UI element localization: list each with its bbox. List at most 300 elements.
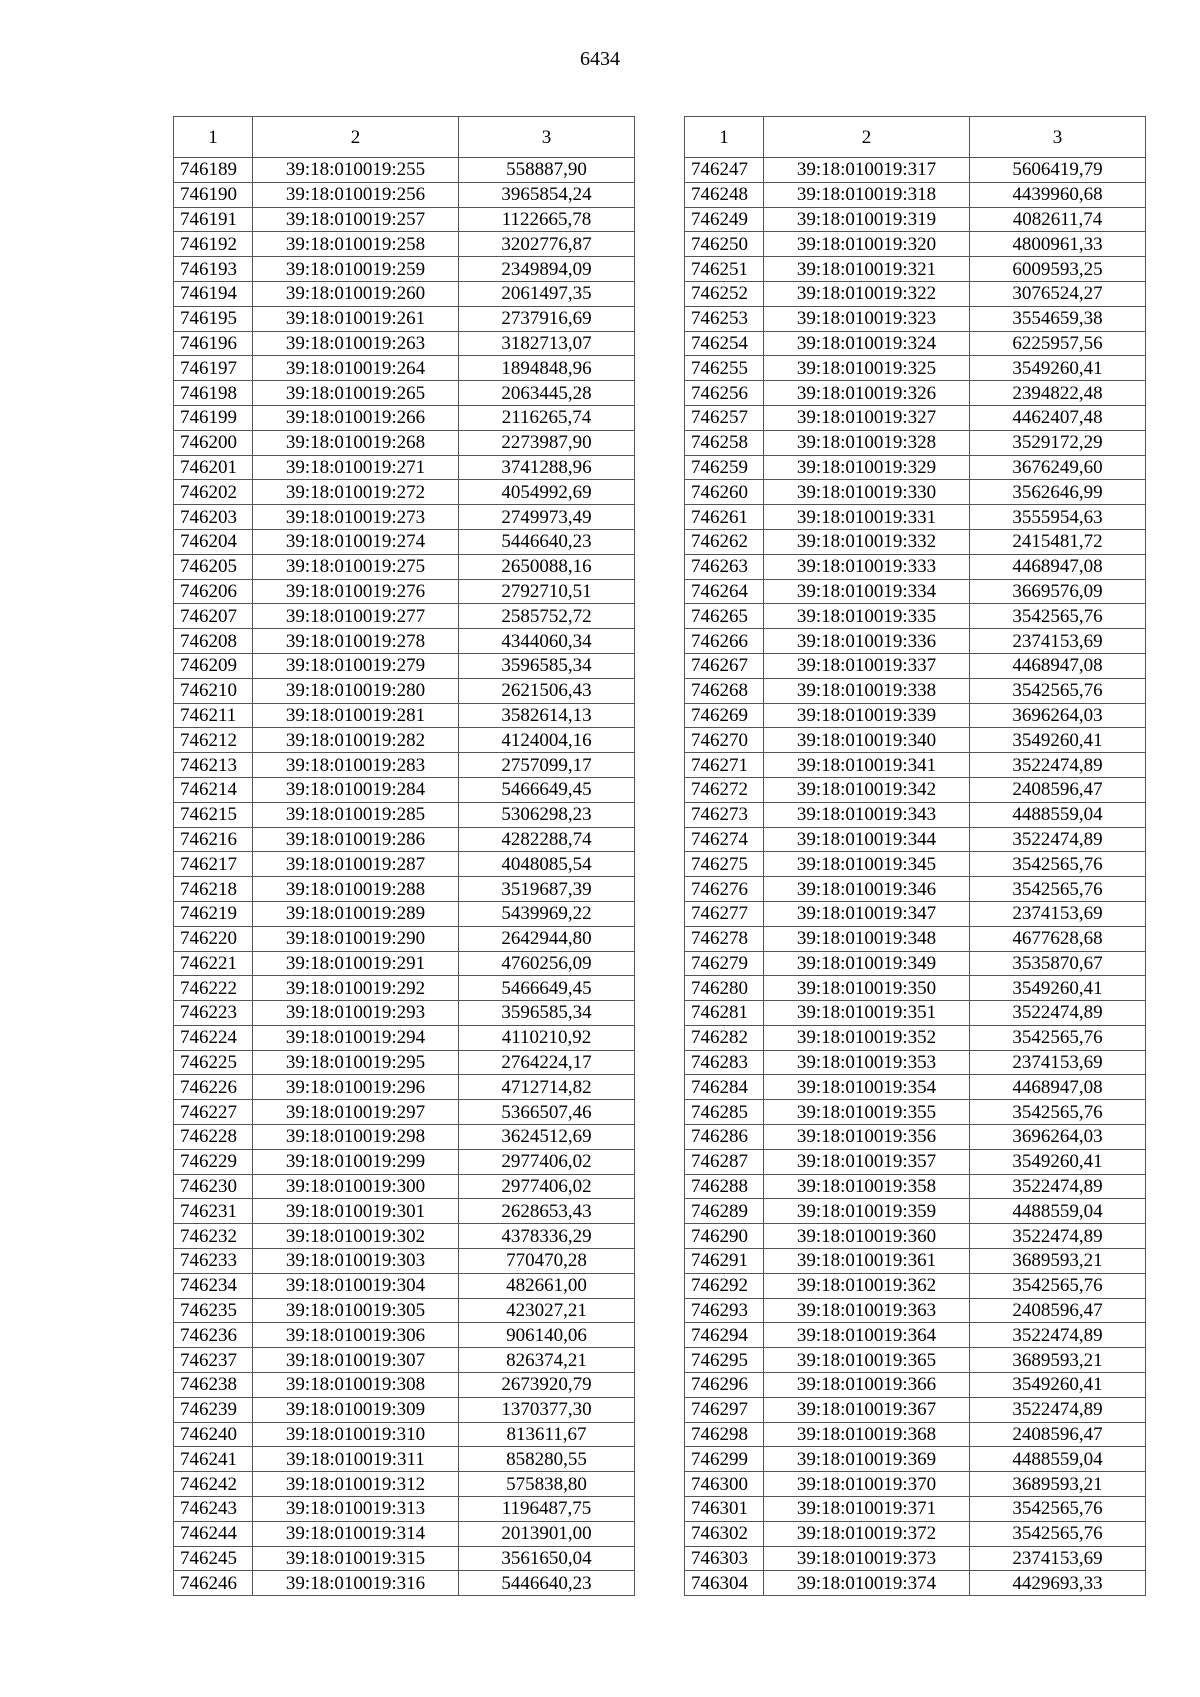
cadastral-number-cell: 39:18:010019:257 bbox=[253, 207, 459, 232]
value-cell: 2374153,69 bbox=[970, 629, 1146, 654]
table-row bbox=[174, 753, 635, 778]
value-cell: 3562646,99 bbox=[970, 480, 1146, 505]
value-cell: 3542565,76 bbox=[970, 1025, 1146, 1050]
cadastral-number-cell: 39:18:010019:255 bbox=[253, 158, 459, 183]
cadastral-number-cell: 39:18:010019:263 bbox=[253, 331, 459, 356]
cadastral-number-cell: 39:18:010019:354 bbox=[764, 1075, 970, 1100]
value-cell: 2394822,48 bbox=[970, 381, 1146, 406]
value-cell: 575838,80 bbox=[459, 1472, 635, 1497]
value-cell: 3549260,41 bbox=[970, 1149, 1146, 1174]
table-row bbox=[685, 505, 1146, 530]
table-row bbox=[174, 579, 635, 604]
value-cell: 5366507,46 bbox=[459, 1100, 635, 1125]
value-cell: 3522474,89 bbox=[970, 1001, 1146, 1026]
row-number-cell: 746199 bbox=[174, 405, 253, 430]
row-number-cell: 746223 bbox=[174, 1001, 253, 1026]
cadastral-number-cell: 39:18:010019:292 bbox=[253, 976, 459, 1001]
row-number-cell: 746278 bbox=[685, 926, 764, 951]
cadastral-number-cell: 39:18:010019:272 bbox=[253, 480, 459, 505]
cadastral-number-cell: 39:18:010019:347 bbox=[764, 901, 970, 926]
row-number-cell: 746302 bbox=[685, 1521, 764, 1546]
cadastral-number-cell: 39:18:010019:283 bbox=[253, 753, 459, 778]
row-number-cell: 746301 bbox=[685, 1497, 764, 1522]
row-number-cell: 746231 bbox=[174, 1199, 253, 1224]
row-number-cell: 746230 bbox=[174, 1174, 253, 1199]
value-cell: 3529172,29 bbox=[970, 430, 1146, 455]
cadastral-number-cell: 39:18:010019:296 bbox=[253, 1075, 459, 1100]
table-row bbox=[174, 455, 635, 480]
cadastral-number-cell: 39:18:010019:327 bbox=[764, 405, 970, 430]
cadastral-number-cell: 39:18:010019:281 bbox=[253, 703, 459, 728]
value-cell: 3542565,76 bbox=[970, 1497, 1146, 1522]
cadastral-number-cell: 39:18:010019:287 bbox=[253, 852, 459, 877]
row-number-cell: 746212 bbox=[174, 728, 253, 753]
cadastral-number-cell: 39:18:010019:284 bbox=[253, 777, 459, 802]
table-row bbox=[174, 1323, 635, 1348]
cadastral-number-cell: 39:18:010019:297 bbox=[253, 1100, 459, 1125]
value-cell: 1122665,78 bbox=[459, 207, 635, 232]
value-cell: 2749973,49 bbox=[459, 505, 635, 530]
table-row bbox=[174, 306, 635, 331]
value-cell: 4429693,33 bbox=[970, 1571, 1146, 1596]
cadastral-number-cell: 39:18:010019:278 bbox=[253, 629, 459, 654]
table-row bbox=[174, 505, 635, 530]
table-row bbox=[174, 802, 635, 827]
cadastral-number-cell: 39:18:010019:371 bbox=[764, 1497, 970, 1522]
value-cell: 5606419,79 bbox=[970, 158, 1146, 183]
table-row bbox=[174, 901, 635, 926]
value-cell: 3522474,89 bbox=[970, 827, 1146, 852]
row-number-cell: 746296 bbox=[685, 1373, 764, 1398]
value-cell: 2408596,47 bbox=[970, 777, 1146, 802]
table-row bbox=[174, 158, 635, 183]
row-number-cell: 746208 bbox=[174, 629, 253, 654]
row-number-cell: 746192 bbox=[174, 232, 253, 257]
cadastral-number-cell: 39:18:010019:258 bbox=[253, 232, 459, 257]
table-row bbox=[174, 976, 635, 1001]
value-cell: 826374,21 bbox=[459, 1348, 635, 1373]
cadastral-number-cell: 39:18:010019:315 bbox=[253, 1546, 459, 1571]
value-cell: 3624512,69 bbox=[459, 1125, 635, 1150]
cadastral-number-cell: 39:18:010019:305 bbox=[253, 1298, 459, 1323]
value-cell: 2061497,35 bbox=[459, 281, 635, 306]
value-cell: 2792710,51 bbox=[459, 579, 635, 604]
cadastral-number-cell: 39:18:010019:279 bbox=[253, 653, 459, 678]
value-cell: 4488559,04 bbox=[970, 1199, 1146, 1224]
row-number-cell: 746250 bbox=[685, 232, 764, 257]
cadastral-number-cell: 39:18:010019:306 bbox=[253, 1323, 459, 1348]
value-cell: 2116265,74 bbox=[459, 405, 635, 430]
row-number-cell: 746224 bbox=[174, 1025, 253, 1050]
row-number-cell: 746276 bbox=[685, 877, 764, 902]
table-row bbox=[685, 455, 1146, 480]
table-row bbox=[685, 405, 1146, 430]
table-row bbox=[174, 951, 635, 976]
table-row bbox=[685, 827, 1146, 852]
row-number-cell: 746300 bbox=[685, 1472, 764, 1497]
cadastral-number-cell: 39:18:010019:348 bbox=[764, 926, 970, 951]
cadastral-number-cell: 39:18:010019:261 bbox=[253, 306, 459, 331]
row-number-cell: 746214 bbox=[174, 777, 253, 802]
cadastral-number-cell: 39:18:010019:353 bbox=[764, 1050, 970, 1075]
value-cell: 4282288,74 bbox=[459, 827, 635, 852]
value-cell: 3519687,39 bbox=[459, 877, 635, 902]
cadastral-number-cell: 39:18:010019:302 bbox=[253, 1224, 459, 1249]
page-number: 6434 bbox=[580, 48, 620, 70]
value-cell: 1894848,96 bbox=[459, 356, 635, 381]
value-cell: 3554659,38 bbox=[970, 306, 1146, 331]
row-number-cell: 746294 bbox=[685, 1323, 764, 1348]
table-row bbox=[174, 1174, 635, 1199]
table-row bbox=[685, 1521, 1146, 1546]
value-cell: 2977406,02 bbox=[459, 1149, 635, 1174]
row-number-cell: 746284 bbox=[685, 1075, 764, 1100]
cadastral-number-cell: 39:18:010019:343 bbox=[764, 802, 970, 827]
row-number-cell: 746203 bbox=[174, 505, 253, 530]
value-cell: 4468947,08 bbox=[970, 653, 1146, 678]
cadastral-number-cell: 39:18:010019:346 bbox=[764, 877, 970, 902]
cadastral-number-cell: 39:18:010019:289 bbox=[253, 901, 459, 926]
cadastral-number-cell: 39:18:010019:333 bbox=[764, 554, 970, 579]
table-row bbox=[685, 728, 1146, 753]
cadastral-number-cell: 39:18:010019:329 bbox=[764, 455, 970, 480]
table-row bbox=[685, 554, 1146, 579]
value-cell: 3582614,13 bbox=[459, 703, 635, 728]
cadastral-number-cell: 39:18:010019:352 bbox=[764, 1025, 970, 1050]
row-number-cell: 746190 bbox=[174, 182, 253, 207]
table-row bbox=[685, 158, 1146, 183]
row-number-cell: 746295 bbox=[685, 1348, 764, 1373]
row-number-cell: 746299 bbox=[685, 1447, 764, 1472]
row-number-cell: 746191 bbox=[174, 207, 253, 232]
cadastral-number-cell: 39:18:010019:370 bbox=[764, 1472, 970, 1497]
row-number-cell: 746227 bbox=[174, 1100, 253, 1125]
cadastral-number-cell: 39:18:010019:345 bbox=[764, 852, 970, 877]
value-cell: 3535870,67 bbox=[970, 951, 1146, 976]
cadastral-number-cell: 39:18:010019:307 bbox=[253, 1348, 459, 1373]
row-number-cell: 746280 bbox=[685, 976, 764, 1001]
cadastral-number-cell: 39:18:010019:298 bbox=[253, 1125, 459, 1150]
value-cell: 1370377,30 bbox=[459, 1397, 635, 1422]
value-cell: 2374153,69 bbox=[970, 1546, 1146, 1571]
table-row bbox=[174, 629, 635, 654]
cadastral-number-cell: 39:18:010019:316 bbox=[253, 1571, 459, 1596]
table-row bbox=[174, 554, 635, 579]
cadastral-number-cell: 39:18:010019:256 bbox=[253, 182, 459, 207]
value-cell: 3522474,89 bbox=[970, 1323, 1146, 1348]
value-cell: 4124004,16 bbox=[459, 728, 635, 753]
cadastral-number-cell: 39:18:010019:355 bbox=[764, 1100, 970, 1125]
cadastral-number-cell: 39:18:010019:309 bbox=[253, 1397, 459, 1422]
value-cell: 3549260,41 bbox=[970, 976, 1146, 1001]
cadastral-number-cell: 39:18:010019:294 bbox=[253, 1025, 459, 1050]
table-row bbox=[685, 1174, 1146, 1199]
table-row bbox=[174, 257, 635, 282]
value-cell: 1196487,75 bbox=[459, 1497, 635, 1522]
table-row bbox=[174, 381, 635, 406]
cadastral-number-cell: 39:18:010019:301 bbox=[253, 1199, 459, 1224]
row-number-cell: 746268 bbox=[685, 678, 764, 703]
row-number-cell: 746211 bbox=[174, 703, 253, 728]
value-cell: 2408596,47 bbox=[970, 1298, 1146, 1323]
table-row bbox=[174, 1447, 635, 1472]
value-cell: 4344060,34 bbox=[459, 629, 635, 654]
table-row bbox=[685, 951, 1146, 976]
row-number-cell: 746261 bbox=[685, 505, 764, 530]
table-body bbox=[685, 158, 1146, 1596]
row-number-cell: 746196 bbox=[174, 331, 253, 356]
table-row bbox=[685, 802, 1146, 827]
register-table-left bbox=[173, 116, 635, 1596]
column-header-3: 3 bbox=[459, 117, 635, 158]
cadastral-number-cell: 39:18:010019:334 bbox=[764, 579, 970, 604]
row-number-cell: 746205 bbox=[174, 554, 253, 579]
table-row bbox=[685, 1075, 1146, 1100]
column-header-2: 2 bbox=[764, 117, 970, 158]
value-cell: 4760256,09 bbox=[459, 951, 635, 976]
row-number-cell: 746262 bbox=[685, 529, 764, 554]
column-header-3: 3 bbox=[970, 117, 1146, 158]
cadastral-number-cell: 39:18:010019:268 bbox=[253, 430, 459, 455]
row-number-cell: 746293 bbox=[685, 1298, 764, 1323]
value-cell: 6009593,25 bbox=[970, 257, 1146, 282]
value-cell: 4488559,04 bbox=[970, 1447, 1146, 1472]
table-row bbox=[685, 604, 1146, 629]
value-cell: 3676249,60 bbox=[970, 455, 1146, 480]
table-row bbox=[174, 877, 635, 902]
table-row bbox=[174, 405, 635, 430]
row-number-cell: 746277 bbox=[685, 901, 764, 926]
table-row bbox=[174, 1422, 635, 1447]
cadastral-number-cell: 39:18:010019:372 bbox=[764, 1521, 970, 1546]
row-number-cell: 746286 bbox=[685, 1125, 764, 1150]
column-header-1: 1 bbox=[685, 117, 764, 158]
cadastral-number-cell: 39:18:010019:349 bbox=[764, 951, 970, 976]
cadastral-number-cell: 39:18:010019:295 bbox=[253, 1050, 459, 1075]
table-row bbox=[685, 182, 1146, 207]
cadastral-number-cell: 39:18:010019:338 bbox=[764, 678, 970, 703]
table-row bbox=[685, 877, 1146, 902]
cadastral-number-cell: 39:18:010019:303 bbox=[253, 1249, 459, 1274]
row-number-cell: 746204 bbox=[174, 529, 253, 554]
cadastral-number-cell: 39:18:010019:368 bbox=[764, 1422, 970, 1447]
row-number-cell: 746215 bbox=[174, 802, 253, 827]
value-cell: 5306298,23 bbox=[459, 802, 635, 827]
cadastral-number-cell: 39:18:010019:271 bbox=[253, 455, 459, 480]
cadastral-number-cell: 39:18:010019:300 bbox=[253, 1174, 459, 1199]
row-number-cell: 746207 bbox=[174, 604, 253, 629]
value-cell: 2013901,00 bbox=[459, 1521, 635, 1546]
table-row bbox=[685, 430, 1146, 455]
cadastral-number-cell: 39:18:010019:259 bbox=[253, 257, 459, 282]
cadastral-number-cell: 39:18:010019:367 bbox=[764, 1397, 970, 1422]
cadastral-number-cell: 39:18:010019:337 bbox=[764, 653, 970, 678]
table-row bbox=[685, 852, 1146, 877]
value-cell: 2374153,69 bbox=[970, 1050, 1146, 1075]
row-number-cell: 746255 bbox=[685, 356, 764, 381]
table-row bbox=[685, 331, 1146, 356]
table-row bbox=[174, 1001, 635, 1026]
value-cell: 2415481,72 bbox=[970, 529, 1146, 554]
row-number-cell: 746281 bbox=[685, 1001, 764, 1026]
row-number-cell: 746264 bbox=[685, 579, 764, 604]
row-number-cell: 746189 bbox=[174, 158, 253, 183]
value-cell: 3202776,87 bbox=[459, 232, 635, 257]
row-number-cell: 746257 bbox=[685, 405, 764, 430]
table-row bbox=[685, 1571, 1146, 1596]
table-row bbox=[174, 232, 635, 257]
value-cell: 3542565,76 bbox=[970, 1273, 1146, 1298]
row-number-cell: 746242 bbox=[174, 1472, 253, 1497]
cadastral-number-cell: 39:18:010019:318 bbox=[764, 182, 970, 207]
row-number-cell: 746226 bbox=[174, 1075, 253, 1100]
cadastral-number-cell: 39:18:010019:280 bbox=[253, 678, 459, 703]
table-row bbox=[174, 1571, 635, 1596]
row-number-cell: 746202 bbox=[174, 480, 253, 505]
value-cell: 423027,21 bbox=[459, 1298, 635, 1323]
row-number-cell: 746210 bbox=[174, 678, 253, 703]
cadastral-number-cell: 39:18:010019:360 bbox=[764, 1224, 970, 1249]
row-number-cell: 746248 bbox=[685, 182, 764, 207]
value-cell: 3561650,04 bbox=[459, 1546, 635, 1571]
row-number-cell: 746269 bbox=[685, 703, 764, 728]
cadastral-number-cell: 39:18:010019:364 bbox=[764, 1323, 970, 1348]
table-row bbox=[685, 1397, 1146, 1422]
value-cell: 2408596,47 bbox=[970, 1422, 1146, 1447]
value-cell: 4800961,33 bbox=[970, 232, 1146, 257]
cadastral-number-cell: 39:18:010019:366 bbox=[764, 1373, 970, 1398]
table-row bbox=[685, 901, 1146, 926]
table-row bbox=[685, 1497, 1146, 1522]
table-row bbox=[174, 480, 635, 505]
table-row bbox=[685, 1298, 1146, 1323]
cadastral-number-cell: 39:18:010019:276 bbox=[253, 579, 459, 604]
row-number-cell: 746217 bbox=[174, 852, 253, 877]
value-cell: 5466649,45 bbox=[459, 976, 635, 1001]
table-row bbox=[174, 1224, 635, 1249]
value-cell: 4712714,82 bbox=[459, 1075, 635, 1100]
table-row bbox=[174, 703, 635, 728]
row-number-cell: 746279 bbox=[685, 951, 764, 976]
table-row bbox=[685, 1373, 1146, 1398]
table-row bbox=[685, 703, 1146, 728]
table-row bbox=[685, 653, 1146, 678]
cadastral-number-cell: 39:18:010019:369 bbox=[764, 1447, 970, 1472]
cadastral-number-cell: 39:18:010019:286 bbox=[253, 827, 459, 852]
value-cell: 858280,55 bbox=[459, 1447, 635, 1472]
cadastral-number-cell: 39:18:010019:325 bbox=[764, 356, 970, 381]
row-number-cell: 746194 bbox=[174, 281, 253, 306]
table-row bbox=[685, 1273, 1146, 1298]
table-row bbox=[685, 1100, 1146, 1125]
cadastral-number-cell: 39:18:010019:357 bbox=[764, 1149, 970, 1174]
row-number-cell: 746219 bbox=[174, 901, 253, 926]
row-number-cell: 746206 bbox=[174, 579, 253, 604]
table-row bbox=[174, 207, 635, 232]
cadastral-number-cell: 39:18:010019:265 bbox=[253, 381, 459, 406]
value-cell: 2757099,17 bbox=[459, 753, 635, 778]
table-row bbox=[685, 1323, 1146, 1348]
table-row bbox=[174, 430, 635, 455]
row-number-cell: 746298 bbox=[685, 1422, 764, 1447]
row-number-cell: 746228 bbox=[174, 1125, 253, 1150]
table-row bbox=[685, 356, 1146, 381]
value-cell: 6225957,56 bbox=[970, 331, 1146, 356]
table-row bbox=[685, 281, 1146, 306]
value-cell: 2737916,69 bbox=[459, 306, 635, 331]
table-row bbox=[685, 1546, 1146, 1571]
row-number-cell: 746209 bbox=[174, 653, 253, 678]
table-row bbox=[174, 1125, 635, 1150]
value-cell: 3076524,27 bbox=[970, 281, 1146, 306]
table-row bbox=[174, 1373, 635, 1398]
column-header-1: 1 bbox=[174, 117, 253, 158]
cadastral-number-cell: 39:18:010019:336 bbox=[764, 629, 970, 654]
cadastral-number-cell: 39:18:010019:323 bbox=[764, 306, 970, 331]
table-row bbox=[174, 653, 635, 678]
value-cell: 5466649,45 bbox=[459, 777, 635, 802]
value-cell: 4462407,48 bbox=[970, 405, 1146, 430]
cadastral-number-cell: 39:18:010019:273 bbox=[253, 505, 459, 530]
table-row bbox=[174, 852, 635, 877]
table-row bbox=[685, 1422, 1146, 1447]
value-cell: 3669576,09 bbox=[970, 579, 1146, 604]
table-row bbox=[685, 976, 1146, 1001]
cadastral-number-cell: 39:18:010019:312 bbox=[253, 1472, 459, 1497]
table-row bbox=[685, 207, 1146, 232]
table-header-row bbox=[174, 117, 635, 158]
value-cell: 4110210,92 bbox=[459, 1025, 635, 1050]
value-cell: 3689593,21 bbox=[970, 1249, 1146, 1274]
value-cell: 3596585,34 bbox=[459, 653, 635, 678]
table-row bbox=[174, 281, 635, 306]
table-row bbox=[685, 1199, 1146, 1224]
cadastral-number-cell: 39:18:010019:314 bbox=[253, 1521, 459, 1546]
table-row bbox=[685, 381, 1146, 406]
table-row bbox=[685, 678, 1146, 703]
row-number-cell: 746290 bbox=[685, 1224, 764, 1249]
cadastral-number-cell: 39:18:010019:328 bbox=[764, 430, 970, 455]
cadastral-number-cell: 39:18:010019:365 bbox=[764, 1348, 970, 1373]
table-row bbox=[174, 1348, 635, 1373]
cadastral-number-cell: 39:18:010019:363 bbox=[764, 1298, 970, 1323]
row-number-cell: 746251 bbox=[685, 257, 764, 282]
value-cell: 3689593,21 bbox=[970, 1472, 1146, 1497]
table-row bbox=[174, 1199, 635, 1224]
value-cell: 4048085,54 bbox=[459, 852, 635, 877]
value-cell: 3542565,76 bbox=[970, 877, 1146, 902]
cadastral-number-cell: 39:18:010019:331 bbox=[764, 505, 970, 530]
row-number-cell: 746213 bbox=[174, 753, 253, 778]
value-cell: 4468947,08 bbox=[970, 554, 1146, 579]
table-row bbox=[685, 629, 1146, 654]
table-header-row bbox=[685, 117, 1146, 158]
row-number-cell: 746258 bbox=[685, 430, 764, 455]
value-cell: 2349894,09 bbox=[459, 257, 635, 282]
cadastral-number-cell: 39:18:010019:359 bbox=[764, 1199, 970, 1224]
table-row bbox=[685, 1348, 1146, 1373]
row-number-cell: 746247 bbox=[685, 158, 764, 183]
cadastral-number-cell: 39:18:010019:291 bbox=[253, 951, 459, 976]
value-cell: 4488559,04 bbox=[970, 802, 1146, 827]
value-cell: 2673920,79 bbox=[459, 1373, 635, 1398]
row-number-cell: 746260 bbox=[685, 480, 764, 505]
table-row bbox=[174, 182, 635, 207]
cadastral-number-cell: 39:18:010019:304 bbox=[253, 1273, 459, 1298]
cadastral-number-cell: 39:18:010019:342 bbox=[764, 777, 970, 802]
cadastral-number-cell: 39:18:010019:266 bbox=[253, 405, 459, 430]
row-number-cell: 746274 bbox=[685, 827, 764, 852]
